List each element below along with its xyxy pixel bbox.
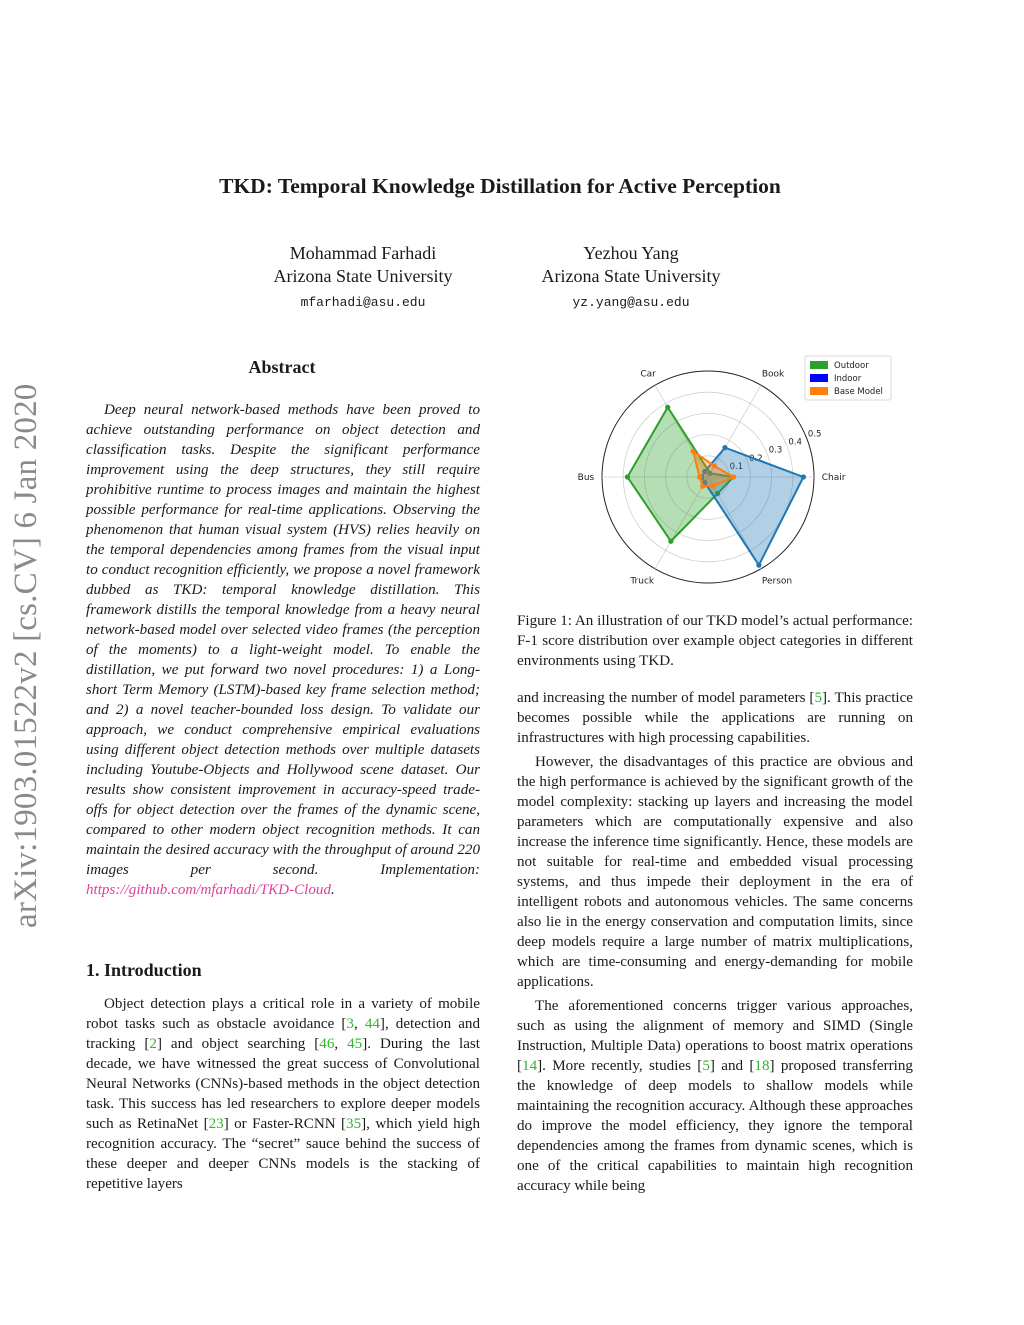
arxiv-identifier: arXiv:1903.01522v2 [cs.CV] 6 Jan 2020 bbox=[8, 383, 44, 928]
radial-tick-label: 0.1 bbox=[729, 461, 744, 472]
body-text: ] proposed transferring the knowledge of deep models to shallow models while maintaining the recognition accuracy. Although these approaches do improve the model efficiency, they ignore the temporal dependencies among the frames from dynamic scenes, which is one of the critical capabilities to maintain high recognition accuracy while being bbox=[517, 1058, 913, 1194]
citation-link[interactable]: 3 bbox=[346, 1016, 354, 1032]
abstract-end: . bbox=[331, 882, 335, 898]
data-point-outdoor bbox=[665, 405, 670, 410]
author-email[interactable]: yz.yang@asu.edu bbox=[572, 295, 690, 310]
data-point-indoor bbox=[801, 474, 806, 479]
data-point-outdoor bbox=[668, 539, 673, 544]
data-point-base-model bbox=[700, 484, 705, 489]
citation-link[interactable]: 5 bbox=[702, 1058, 710, 1074]
intro-text: ], detection and tracking [ bbox=[86, 1016, 480, 1052]
abstract-text: Deep neural network-based methods have been proved to achieve outstanding performance on object detection and classification tasks. Despite the significant performance improvement using the deep structures, they still require prohibitive runtime to process images and maintain the highest possible performance for real-time applications. Observing the phenomenon that human visual system (HVS) relies heavily on the temporal dependencies among frames from the visual input to conduct recognition efficiently, we propose a novel framework dubbed as TKD: temporal knowledge distillation. This framework distills the temporal knowledge from a heavy neural network-based model over selected video frames (the perception of the moments) to a light-weight model. To enable the distillation, we put forward two novel procedures: 1) a Long-short Term Memory (LSTM)-based key frame selection method; and 2) a novel teacher-bounded loss design. To validate our approach, we conduct comprehensive empirical evaluations using different object detection methods over multiple datasets including Youtube-Objects and Hollywood scene dataset. Our results show consistent improvement in accuracy-speed trade-offs for object detection over the frames of the dynamic scene, compared to other modern object recognition methods. It can maintain the desired accuracy with the throughput of around 220 images per second. Implementation: bbox=[86, 402, 480, 878]
radial-tick-label: 0.3 bbox=[768, 445, 783, 456]
figure-caption: Figure 1: An illustration of our TKD model’s actual performance: F-1 score distribution over example object categories in different environments using TKD. bbox=[517, 613, 913, 669]
data-point-base-model bbox=[691, 449, 696, 454]
abstract-body bbox=[86, 400, 480, 900]
legend-swatch bbox=[810, 387, 828, 395]
radial-tick-label: 0.5 bbox=[807, 429, 822, 440]
radial-tick-label: 0.4 bbox=[788, 437, 802, 448]
right-column-body bbox=[517, 688, 913, 1196]
radar-chart bbox=[565, 352, 905, 597]
citation-link[interactable]: 5 bbox=[814, 690, 822, 706]
intro-text: ] and object searching [ bbox=[156, 1036, 320, 1052]
data-point-base-model bbox=[712, 463, 717, 468]
category-label: Car bbox=[640, 369, 656, 380]
body-text: The aforementioned concerns trigger various approaches, such as using the alignment of memory and SIMD (Single Instruction, Multiple Data) operations to boost matrix operations [ bbox=[517, 998, 913, 1074]
author-name: Mohammad Farhadi bbox=[289, 243, 437, 263]
citation-link[interactable]: 46 bbox=[319, 1036, 335, 1052]
data-point-base-model bbox=[697, 474, 702, 479]
author-email[interactable]: mfarhadi@asu.edu bbox=[300, 295, 426, 310]
category-label: Person bbox=[761, 576, 793, 587]
legend-label: Indoor bbox=[834, 374, 862, 384]
legend-swatch bbox=[810, 361, 828, 369]
legend-label: Outdoor bbox=[834, 361, 869, 371]
abstract-heading: Abstract bbox=[248, 357, 316, 377]
paper-title: TKD: Temporal Knowledge Distillation for Active Perception bbox=[219, 174, 781, 198]
author-affiliation: Arizona State University bbox=[273, 266, 453, 286]
citation-link[interactable]: 18 bbox=[754, 1058, 770, 1074]
category-label: Bus bbox=[577, 473, 595, 483]
introduction-body bbox=[86, 994, 480, 1194]
citation-link[interactable]: 2 bbox=[149, 1036, 157, 1052]
author-2 bbox=[511, 242, 751, 314]
citation-link[interactable]: 14 bbox=[522, 1058, 538, 1074]
author-name: Yezhou Yang bbox=[583, 243, 679, 263]
citation-link[interactable]: 23 bbox=[208, 1116, 224, 1132]
body-text: ]. This practice becomes possible while the applications are running on infrastructures with high processing capabilities. bbox=[517, 690, 913, 746]
data-point-indoor bbox=[756, 563, 761, 568]
data-point-indoor bbox=[722, 445, 727, 450]
category-label: Truck bbox=[630, 576, 655, 587]
citation-link[interactable]: 44 bbox=[364, 1016, 380, 1032]
body-paragraph: However, the disadvantages of this practice are obvious and the high performance is achieved by the significant growth of the model complexity: stacking up layers and increasing the model parameters which are computationally expensive and also increase the inference time significantly. Hence, these models are not suitable for real-time and embedded visual processing systems, and thus impede their deployment in the era of intelligent robots and autonomous vehicles. The same concerns also lie in the energy conservation and computation limits, since deep models require a large number of matrix multiplications, which are time-consuming and energy-demanding for mobile applications. bbox=[517, 754, 913, 990]
intro-text: , bbox=[353, 1016, 365, 1032]
citation-link[interactable]: 45 bbox=[347, 1036, 363, 1052]
body-text: ] and [ bbox=[709, 1058, 755, 1074]
intro-text: ] or Faster-RCNN [ bbox=[223, 1116, 347, 1132]
legend-swatch bbox=[810, 374, 828, 382]
intro-text: ]. During the last decade, we have witnessed the great success of Convolutional Neural Networks (CNNs)-based methods in the object detection task. This success has led researchers to explore deeper models such as RetinaNet [ bbox=[86, 1036, 480, 1132]
author-1 bbox=[243, 242, 483, 314]
body-text: ]. More recently, studies [ bbox=[537, 1058, 703, 1074]
intro-text: ], which yield high recognition accuracy. The “secret” sauce behind the success of these deeper and deeper CNNs models is the stacking of repetitive layers bbox=[86, 1116, 480, 1192]
data-point-base-model bbox=[731, 474, 736, 479]
body-text: and increasing the number of model parameters [ bbox=[517, 690, 815, 706]
series-area-indoor bbox=[702, 445, 804, 566]
implementation-link[interactable]: https://github.com/mfarhadi/TKD-Cloud bbox=[86, 882, 332, 898]
data-point-base-model bbox=[711, 484, 716, 489]
radial-tick-label: 0.2 bbox=[749, 453, 763, 464]
category-label: Book bbox=[761, 369, 785, 380]
introduction-heading: 1. Introduction bbox=[86, 960, 202, 980]
category-label: Chair bbox=[821, 473, 846, 483]
author-affiliation: Arizona State University bbox=[541, 266, 721, 286]
data-point-outdoor bbox=[625, 474, 630, 479]
intro-text: Object detection plays a critical role in a variety of mobile robot tasks such as obstacle avoidance [ bbox=[86, 996, 480, 1032]
citation-link[interactable]: 35 bbox=[346, 1116, 362, 1132]
intro-text: , bbox=[334, 1036, 348, 1052]
legend-label: Base Model bbox=[834, 387, 883, 397]
